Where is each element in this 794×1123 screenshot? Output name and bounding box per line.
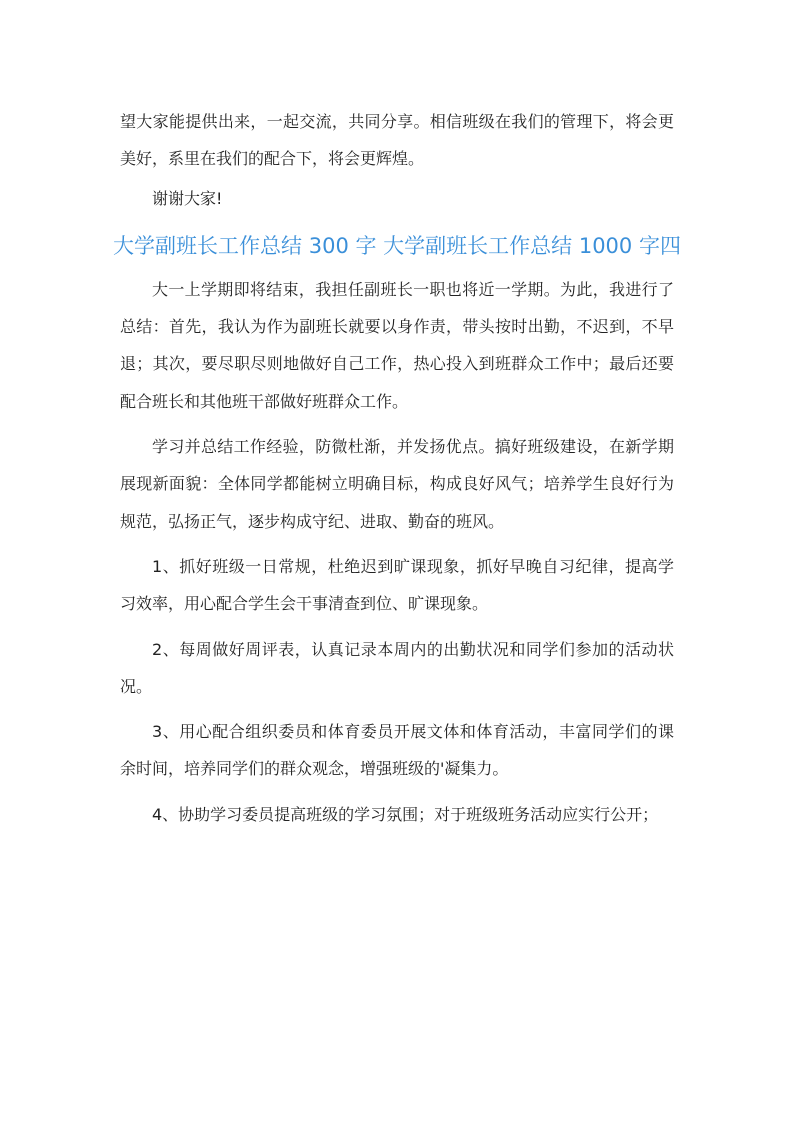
paragraph-item-3: 3、用心配合组织委员和体育委员开展文体和体育活动，丰富同学们的课余时间，培养同学们的群众观念，增强班级的'凝集力。 (120, 722, 674, 779)
paragraph-thanks: 谢谢大家! (152, 188, 223, 208)
paragraph-item-1: 1、抓好班级一日常规，杜绝迟到旷课现象，抓好早晚自习纪律，提高学习效率，用心配合学生会干事清查到位、旷课现象。 (120, 556, 674, 614)
paragraph-1: 大一上学期即将结束，我担任副班长一职也将近一学期。为此，我进行了总结：首先，我认为作为副班长就要以身作责，带头按时出勤，不迟到，不早退；其次，要尽职尽则地做好自己工作，热心投入到班群众工作中；最后还要配合班长和其他班干部做好班群众工作。 (120, 279, 674, 411)
paragraph-continued: 望大家能提供出来，一起交流，共同分享。相信班级在我们的管理下，将会更美好，系里在我们的配合下，将会更辉煌。 (120, 112, 674, 169)
paragraph-2: 学习并总结工作经验，防微杜渐，并发扬优点。搞好班级建设，在新学期展现新面貌：全体同学都能树立明确目标，构成良好风气；培养学生良好行为规范，弘扬正气，逐步构成守纪、进取、勤奋的班风。 (120, 437, 674, 531)
paragraph-item-4: 4、协助学习委员提高班级的学习氛围；对于班级班务活动应实行公开； (152, 804, 659, 824)
paragraph-item-2: 2、每周做好周评表，认真记录本周内的出勤状况和同学们参加的活动状况。 (120, 639, 674, 696)
section-title: 大学副班长工作总结 300 字 大学副班长工作总结 1000 字四 (113, 233, 681, 258)
document-content (113, 103, 681, 841)
